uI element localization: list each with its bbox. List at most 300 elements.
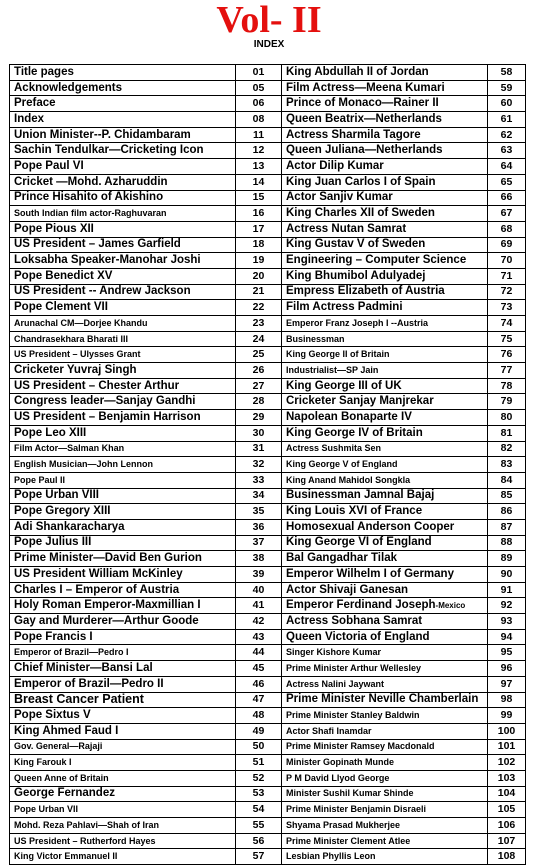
table-row — [10, 802, 526, 818]
page-number-right — [488, 237, 526, 253]
page-number-right — [488, 190, 526, 206]
table-row — [10, 708, 526, 724]
page-number-left-text: 57 — [252, 850, 265, 863]
page-number-left-text: 46 — [252, 677, 265, 690]
table-row — [10, 127, 526, 143]
index-entry-left-text: Charles I – Emperor of Austria — [14, 583, 180, 596]
index-entry-left — [10, 551, 236, 567]
index-entry-right-text: Prime Minister Stanley Baldwin — [286, 710, 420, 721]
page-number-left — [236, 849, 282, 865]
page-number-left-text: 41 — [252, 599, 265, 612]
index-entry-right — [282, 786, 488, 802]
page-number-right — [488, 551, 526, 567]
page-number-right — [488, 661, 526, 677]
page-number-left — [236, 582, 282, 598]
page-number-left — [236, 284, 282, 300]
page-number-left — [236, 127, 282, 143]
index-entry-left-text: Pope Benedict XV — [14, 269, 113, 282]
page-number-right-text: 78 — [500, 379, 513, 392]
index-entry-left-text: Chief Minister—Bansi Lal — [14, 661, 153, 674]
index-entry-left-text: US President William McKinley — [14, 567, 183, 580]
page-number-right — [488, 755, 526, 771]
table-row — [10, 316, 526, 332]
table-row — [10, 582, 526, 598]
page-number-right — [488, 80, 526, 96]
index-entry-right-text: Emperor Franz Joseph I --Austria — [286, 317, 429, 328]
page-number-left — [236, 253, 282, 269]
index-entry-left — [10, 645, 236, 661]
table-row — [10, 567, 526, 583]
index-entry-left — [10, 849, 236, 865]
page-number-right — [488, 849, 526, 865]
page-number-left-text: 45 — [252, 661, 265, 674]
index-entry-right — [282, 300, 488, 316]
index-entry-left-text: Sachin Tendulkar—Cricketing Icon — [14, 144, 204, 157]
index-entry-left-text: Pope Sixtus V — [14, 709, 91, 722]
index-entry-right — [282, 425, 488, 441]
page-number-right — [488, 112, 526, 128]
index-entry-left-text: George Fernandez — [14, 787, 115, 800]
index-entry-right-text: King Louis XVI of France — [286, 505, 423, 518]
index-entry-right-text: P M David Llyod George — [286, 772, 390, 783]
page-number-left — [236, 786, 282, 802]
page-number-left — [236, 598, 282, 614]
page-number-left — [236, 331, 282, 347]
index-entry-right-text: King George VI of England — [286, 536, 432, 549]
page-number-left-text: 12 — [252, 144, 265, 157]
page-number-left-text: 01 — [252, 65, 265, 78]
page-number-right-text: 66 — [500, 191, 513, 204]
page-number-right-text: 97 — [500, 677, 513, 690]
page-number-right — [488, 410, 526, 426]
index-entry-right-text: Film Actress Padmini — [286, 301, 403, 314]
page-number-left-text: 33 — [252, 473, 265, 486]
table-row — [10, 818, 526, 834]
page-number-right — [488, 504, 526, 520]
index-entry-left — [10, 410, 236, 426]
index-entry-left — [10, 143, 236, 159]
page-number-left-text: 06 — [252, 97, 265, 110]
index-entry-left — [10, 378, 236, 394]
index-entry-left-text: Prince Hisahito of Akishino — [14, 191, 164, 204]
page-number-left — [236, 441, 282, 457]
index-entry-right-text: Shyama Prasad Mukherjee — [286, 819, 401, 830]
index-entry-left-text: Pope Leo XIII — [14, 426, 87, 439]
page-number-left-text: 54 — [252, 803, 265, 816]
page-number-left — [236, 425, 282, 441]
index-entry-left — [10, 472, 236, 488]
index-entry-right — [282, 457, 488, 473]
page-number-right — [488, 127, 526, 143]
index-entry-right-text: Actress Nutan Samrat — [286, 222, 407, 235]
index-entry-right-text: Businessman — [286, 333, 345, 344]
index-entry-right-text: King Bhumibol Adulyadej — [286, 269, 426, 282]
index-entry-right — [282, 645, 488, 661]
page-number-right — [488, 457, 526, 473]
page-number-left-text: 13 — [252, 159, 265, 172]
page-number-left-text: 49 — [252, 724, 265, 737]
page-number-left-text: 30 — [252, 426, 265, 439]
page-number-right-text: 62 — [500, 128, 513, 141]
page-number-right — [488, 535, 526, 551]
page-number-left — [236, 723, 282, 739]
index-entry-right-text: Prime Minister Neville Chamberlain — [286, 693, 479, 706]
index-entry-right-text: Actress Nalini Jaywant — [286, 678, 385, 689]
index-entry-right-text: Actress Sobhana Samrat — [286, 614, 423, 627]
page-number-right-text: 63 — [500, 144, 513, 157]
index-entry-left-text: Pope Paul II — [14, 474, 66, 485]
page-number-right-text: 100 — [497, 724, 516, 737]
page-number-right-text: 75 — [500, 332, 513, 345]
table-row — [10, 65, 526, 81]
table-row — [10, 723, 526, 739]
page-number-right — [488, 331, 526, 347]
index-entry-left — [10, 268, 236, 284]
page-number-left-text: 40 — [252, 583, 265, 596]
index-entry-right-text: Prime Minister Clement Atlee — [286, 835, 411, 846]
index-entry-right-text: Actor Shivaji Ganesan — [286, 583, 409, 596]
index-entry-left-text: US President – Rutherford Hayes — [14, 835, 156, 846]
index-entry-right — [282, 472, 488, 488]
page-number-right-text: 71 — [500, 269, 513, 282]
table-row — [10, 519, 526, 535]
index-entry-right-text: Minister Gopinath Munde — [286, 757, 394, 768]
table-row — [10, 410, 526, 426]
index-entry-right — [282, 80, 488, 96]
page-number-left — [236, 818, 282, 834]
page-number-right — [488, 65, 526, 81]
page-number-left-text: 43 — [252, 630, 265, 643]
page-number-left-text: 48 — [252, 709, 265, 722]
page-number-right — [488, 316, 526, 332]
page-number-right — [488, 739, 526, 755]
index-entry-left-text: US President – James Garfield — [14, 238, 181, 251]
page-number-right-text: 77 — [500, 363, 513, 376]
page-number-right — [488, 159, 526, 175]
page-number-left-text: 28 — [252, 395, 265, 408]
index-entry-right-text: Actress Sharmila Tagore — [286, 128, 421, 141]
page-number-right-text: 90 — [500, 567, 513, 580]
index-entry-right — [282, 770, 488, 786]
page-number-right-text: 108 — [497, 850, 516, 863]
index-entry-left-text: Gay and Murderer—Arthur Goode — [14, 614, 199, 627]
page-number-right-text: 69 — [500, 238, 513, 251]
index-entry-right-text: Singer Kishore Kumar — [286, 647, 382, 658]
page-number-left — [236, 708, 282, 724]
index-entry-right — [282, 127, 488, 143]
index-entry-left — [10, 159, 236, 175]
page-number-left-text: 15 — [252, 191, 265, 204]
index-entry-left — [10, 363, 236, 379]
index-entry-left — [10, 786, 236, 802]
index-entry-left-text: Pope Urban VII — [14, 804, 79, 815]
index-entry-right — [282, 567, 488, 583]
volume-title: Vol- II — [216, 0, 322, 41]
index-entry-right — [282, 708, 488, 724]
index-entry-right-text: Actor Dilip Kumar — [286, 159, 384, 172]
page-number-left — [236, 833, 282, 849]
index-entry-left-text: King Farouk I — [14, 757, 72, 768]
page-number-right — [488, 394, 526, 410]
page-number-left — [236, 551, 282, 567]
table-row — [10, 441, 526, 457]
page-number-left — [236, 410, 282, 426]
page-number-left-text: 47 — [252, 693, 265, 706]
table-row — [10, 347, 526, 363]
page-number-right — [488, 300, 526, 316]
page-number-right — [488, 567, 526, 583]
page-number-right-text: 107 — [497, 834, 516, 847]
table-row — [10, 598, 526, 614]
page-number-right — [488, 676, 526, 692]
table-row — [10, 488, 526, 504]
table-row — [10, 535, 526, 551]
page-number-left-text: 08 — [252, 112, 265, 125]
table-row — [10, 221, 526, 237]
table-row — [10, 676, 526, 692]
index-entry-left — [10, 755, 236, 771]
index-entry-right-text: Actor Shafi Inamdar — [286, 725, 372, 736]
page-number-left — [236, 567, 282, 583]
index-entry-right-text: Actor Sanjiv Kumar — [286, 191, 393, 204]
page-number-left — [236, 770, 282, 786]
page-number-left-text: 50 — [252, 740, 265, 753]
index-entry-right-text: Prime Minister Ramsey Macdonald — [286, 741, 435, 752]
page-number-right — [488, 143, 526, 159]
page-number-right-text: 68 — [500, 222, 513, 235]
index-entry-left — [10, 833, 236, 849]
page-number-right-text: 84 — [500, 473, 513, 486]
page-number-left-text: 51 — [252, 756, 265, 769]
page-number-left — [236, 739, 282, 755]
index-entry-left — [10, 582, 236, 598]
index-entry-right — [282, 833, 488, 849]
page-number-left — [236, 645, 282, 661]
index-entry-right — [282, 818, 488, 834]
index-entry-left-text: US President – Benjamin Harrison — [14, 410, 201, 423]
page-number-left — [236, 692, 282, 708]
page-number-right-text: 89 — [500, 552, 513, 565]
index-entry-left-text: Emperor of Brazil—Pedro I — [14, 647, 129, 658]
page-number-right — [488, 253, 526, 269]
index-entry-left-text: Chandrasekhara Bharati III — [14, 333, 129, 344]
index-entry-left-text: Mohd. Reza Pahlavi—Shah of Iran — [14, 819, 160, 830]
page-number-right-text: 99 — [500, 709, 513, 722]
index-entry-right-text: Industrialist—SP Jain — [286, 364, 379, 375]
page-number-right-text: 87 — [500, 520, 513, 533]
table-row — [10, 786, 526, 802]
page-number-left — [236, 80, 282, 96]
page-number-left-text: 20 — [252, 269, 265, 282]
page-number-right — [488, 206, 526, 222]
index-entry-left-text: Union Minister--P. Chidambaram — [14, 128, 191, 141]
index-entry-left — [10, 394, 236, 410]
page-number-right — [488, 174, 526, 190]
index-entry-left-text: Adi Shankaracharya — [14, 520, 125, 533]
page-number-right — [488, 363, 526, 379]
page-number-left — [236, 96, 282, 112]
index-entry-right-text: Queen Beatrix—Netherlands — [286, 112, 442, 125]
page-number-left-text: 55 — [252, 818, 265, 831]
page-number-left-text: 42 — [252, 614, 265, 627]
page-number-right-text: 67 — [500, 207, 513, 220]
page-number-right-text: 92 — [500, 599, 513, 612]
index-entry-left — [10, 708, 236, 724]
index-entry-right-text: Empress Elizabeth of Austria — [286, 285, 445, 298]
index-entry-right — [282, 237, 488, 253]
index-entry-right — [282, 347, 488, 363]
table-row — [10, 551, 526, 567]
table-row — [10, 457, 526, 473]
index-entry-right-text: King George V of England — [286, 459, 398, 470]
index-entry-left — [10, 112, 236, 128]
page-number-left-text: 26 — [252, 363, 265, 376]
index-entry-right-text: Minister Sushil Kumar Shinde — [286, 788, 414, 799]
index-entry-left-text: Holy Roman Emperor-Maxmillian I — [14, 599, 201, 612]
table-row — [10, 770, 526, 786]
index-entry-right-text: Homosexual Anderson Cooper — [286, 520, 455, 533]
index-entry-right — [282, 692, 488, 708]
index-entry-right — [282, 614, 488, 630]
page-number-left-text: 16 — [252, 207, 265, 220]
index-entry-left-text: Film Actor—Salman Khan — [14, 443, 125, 454]
page-number-right-text: 81 — [500, 426, 513, 439]
page-number-left-text: 23 — [252, 316, 265, 329]
index-entry-left — [10, 80, 236, 96]
index-entry-right-text: King Abdullah II of Jordan — [286, 65, 429, 78]
page-number-left — [236, 112, 282, 128]
index-entry-left-text: King Ahmed Faud I — [14, 724, 119, 737]
index-entry-right — [282, 410, 488, 426]
index-entry-left — [10, 488, 236, 504]
index-entry-left — [10, 300, 236, 316]
page-number-left — [236, 472, 282, 488]
page-number-left — [236, 159, 282, 175]
index-entry-right — [282, 159, 488, 175]
index-entry-left-text: Breast Cancer Patient — [14, 692, 144, 707]
index-entry-right — [282, 284, 488, 300]
index-entry-right-text: King Anand Mahidol Songkla — [286, 474, 411, 485]
table-row — [10, 504, 526, 520]
page-number-left-text: 14 — [252, 175, 265, 188]
page-number-left-text: 11 — [252, 128, 265, 141]
index-entry-left — [10, 441, 236, 457]
page-number-right — [488, 802, 526, 818]
page-number-right-text: 95 — [500, 646, 513, 659]
index-entry-right — [282, 363, 488, 379]
index-entry-left — [10, 802, 236, 818]
index-entry-left-text: Title pages — [14, 65, 74, 78]
page-number-right — [488, 786, 526, 802]
index-entry-right — [282, 755, 488, 771]
index-entry-left-text: Prime Minister—David Ben Gurion — [14, 552, 202, 565]
page-number-left-text: 24 — [252, 332, 265, 345]
index-entry-left — [10, 661, 236, 677]
page-number-left — [236, 378, 282, 394]
page-number-left-text: 19 — [252, 254, 265, 267]
table-row — [10, 253, 526, 269]
index-entry-left — [10, 331, 236, 347]
page-number-left — [236, 316, 282, 332]
index-entry-right — [282, 441, 488, 457]
index-entry-left — [10, 253, 236, 269]
index-entry-right-text: Film Actress—Meena Kumari — [286, 81, 445, 94]
page-number-right — [488, 488, 526, 504]
index-entry-right-text: King George II of Britain — [286, 349, 390, 360]
page-number-right — [488, 723, 526, 739]
page-number-left-text: 56 — [252, 834, 265, 847]
table-row — [10, 363, 526, 379]
index-entry-left-text: Acknowledgements — [14, 81, 122, 94]
page-number-right — [488, 378, 526, 394]
index-entry-right-text: King Juan Carlos I of Spain — [286, 175, 436, 188]
page-number-right-text: 65 — [500, 175, 513, 188]
index-entry-right — [282, 316, 488, 332]
page-number-right-text: 96 — [500, 661, 513, 674]
page-number-left-text: 32 — [252, 458, 265, 471]
table-row — [10, 472, 526, 488]
page-number-left — [236, 629, 282, 645]
page-number-left — [236, 65, 282, 81]
table-row — [10, 614, 526, 630]
index-entry-left-text: Emperor of Brazil—Pedro II — [14, 677, 164, 690]
index-entry-left-text: Cricketer Yuvraj Singh — [14, 363, 137, 376]
page-number-left — [236, 237, 282, 253]
page-number-right — [488, 629, 526, 645]
page-number-right-text: 70 — [500, 254, 513, 267]
index-entry-right-text: Businessman Jamnal Bajaj — [286, 489, 435, 502]
page-number-right — [488, 582, 526, 598]
index-entry-right — [282, 676, 488, 692]
index-entry-suffix: -Mexico — [435, 601, 466, 611]
page-number-right — [488, 519, 526, 535]
table-row — [10, 645, 526, 661]
index-entry-right-text: Queen Juliana—Netherlands — [286, 144, 443, 157]
page-number-right-text: 64 — [500, 159, 513, 172]
table-row — [10, 661, 526, 677]
page-number-left — [236, 221, 282, 237]
table-row — [10, 174, 526, 190]
page-number-right-text: 59 — [500, 81, 513, 94]
index-entry-left-text: King Victor Emmanuel II — [14, 851, 118, 862]
page-number-right-text: 105 — [497, 803, 516, 816]
page-number-right-text: 60 — [500, 97, 513, 110]
index-entry-right-text: Prime Minister Benjamin Disraeli — [286, 804, 427, 815]
page-number-right — [488, 221, 526, 237]
index-entry-right — [282, 598, 488, 614]
index-entry-left-text: Pope Paul VI — [14, 159, 84, 172]
page-number-right — [488, 268, 526, 284]
index-entry-left — [10, 457, 236, 473]
page-number-left-text: 17 — [252, 222, 265, 235]
index-entry-right — [282, 802, 488, 818]
page-number-left-text: 39 — [252, 567, 265, 580]
index-entry-right-text: Actress Sushmita Sen — [286, 443, 382, 454]
index-entry-left — [10, 598, 236, 614]
table-row — [10, 143, 526, 159]
index-entry-left-text: US President – Chester Arthur — [14, 379, 180, 392]
index-heading: INDEX — [253, 39, 285, 50]
table-row — [10, 159, 526, 175]
page-number-left-text: 36 — [252, 520, 265, 533]
index-entry-left — [10, 504, 236, 520]
table-row — [10, 206, 526, 222]
page-number-left-text: 05 — [252, 81, 265, 94]
index-entry-left — [10, 316, 236, 332]
page-number-right-text: 91 — [500, 583, 513, 596]
table-row — [10, 833, 526, 849]
index-entry-left — [10, 174, 236, 190]
